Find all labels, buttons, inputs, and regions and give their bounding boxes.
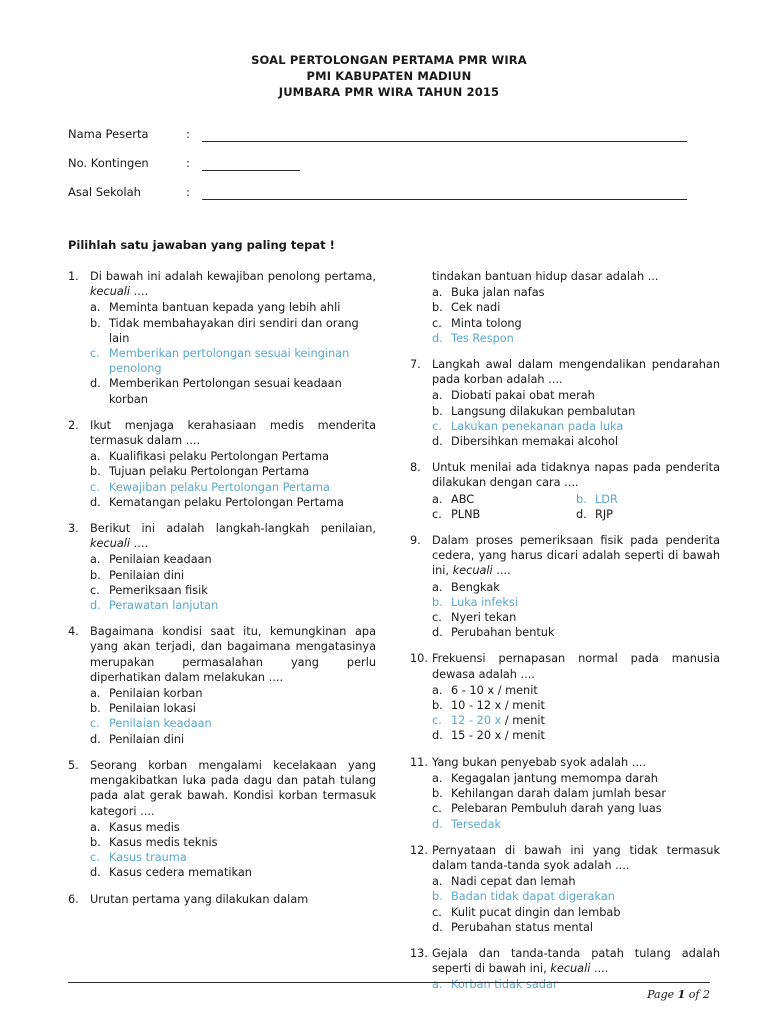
answer-option[interactable]	[432, 905, 720, 920]
question-stem-text: Yang bukan penyebab syok adalah ....	[432, 755, 647, 769]
answer-option-letter: a.	[90, 450, 101, 464]
answer-option-letter: d.	[432, 626, 443, 640]
answer-option-letter: d.	[90, 866, 101, 880]
answer-option[interactable]	[90, 583, 376, 598]
answer-option[interactable]	[576, 492, 720, 507]
question-stem-emphasis: kecuali	[90, 537, 131, 551]
question-item	[68, 269, 376, 407]
answer-option-letter: b.	[432, 787, 443, 801]
answer-option-letter: d.	[90, 732, 101, 746]
answer-option-text: Langsung dilakukan pembalutan	[451, 404, 636, 418]
answer-option[interactable]	[90, 552, 376, 567]
question-body	[90, 418, 376, 510]
question-stem-text: Berikut ini adalah langkah-langkah penilaian,	[90, 522, 376, 536]
answer-option-letter: a.	[432, 389, 443, 403]
answer-option-text: 6 - 10 x / menit	[451, 683, 538, 697]
question-number: 9.	[410, 534, 421, 548]
answer-option[interactable]	[432, 713, 720, 728]
question-item	[410, 651, 720, 743]
answer-option[interactable]	[90, 865, 376, 880]
question-body	[432, 755, 720, 832]
question-stem-text: Frekuensi pernapasan normal pada manusia dewasa adalah ....	[432, 652, 720, 681]
answer-option[interactable]	[90, 495, 376, 510]
answer-option[interactable]	[90, 732, 376, 747]
answer-option[interactable]	[432, 300, 720, 315]
form-row	[68, 184, 710, 200]
answer-option-text: Lakukan penekanan pada luka	[451, 419, 624, 433]
question-item	[68, 521, 376, 613]
answer-option-text: Dibersihkan memakai alcohol	[451, 435, 619, 449]
question-stem-tail: ....	[130, 537, 149, 551]
answer-options	[90, 820, 376, 881]
answer-options	[432, 771, 720, 832]
question-stem-text: Gejala dan tanda-tanda patah tulang adalah seperti di bawah ini,	[432, 946, 720, 976]
question-number: 5.	[68, 758, 79, 772]
answer-option-letter: c.	[90, 717, 100, 731]
answer-option[interactable]	[432, 580, 720, 595]
question-body	[90, 624, 376, 747]
answer-option[interactable]	[576, 507, 720, 522]
question-item	[68, 418, 376, 510]
answer-option[interactable]	[432, 595, 720, 610]
question-body	[90, 521, 376, 613]
answer-option-text: Penilaian korban	[109, 687, 203, 701]
answer-option-letter: b.	[432, 699, 443, 713]
question-item	[410, 843, 720, 935]
question-stem	[90, 758, 376, 819]
question-body	[432, 843, 720, 935]
answer-options	[432, 874, 720, 935]
answer-option[interactable]	[432, 817, 720, 832]
question-stem-text: Di bawah ini adalah kewajiban penolong pertama,	[90, 270, 376, 283]
question-stem	[432, 651, 720, 681]
answer-option-text: Cek nadi	[451, 301, 501, 315]
answer-option[interactable]	[432, 388, 720, 403]
answer-option[interactable]	[432, 419, 720, 434]
question-number: 12.	[410, 843, 428, 857]
answer-option[interactable]	[432, 434, 720, 449]
answer-option-text: Kasus medis	[109, 820, 180, 834]
answer-options	[432, 285, 720, 346]
answer-option[interactable]	[90, 835, 376, 850]
right-column	[410, 269, 720, 1004]
answer-option-text: Memberikan Pertolongan sesuai keadaan korban	[109, 377, 342, 406]
question-stem	[90, 624, 376, 685]
answer-options	[90, 449, 376, 510]
page-footer	[68, 982, 710, 1002]
answer-options	[432, 492, 720, 522]
answer-option-letter: b.	[432, 301, 443, 315]
question-stem-text: Seorang korban mengalami kecelakaan yang mengakibatkan luka pada dagu dan patah tulang pada alat gerak bawah. Kondisi korban termasuk kategori ....	[90, 758, 376, 818]
answer-option-text	[451, 713, 720, 728]
answer-option-text: Penilaian keadaan	[109, 717, 212, 731]
answer-option-letter: d.	[432, 435, 443, 449]
answer-option[interactable]	[90, 480, 376, 495]
answer-option-letter: a.	[432, 683, 443, 697]
form-field-label: No. Kontingen	[68, 156, 149, 170]
answer-option[interactable]	[432, 625, 720, 640]
question-stem-text: Urutan pertama yang dilakukan dalam	[90, 892, 309, 906]
answer-option-letter: c.	[432, 611, 442, 625]
answer-option-text: ABC	[451, 492, 475, 506]
question-body	[432, 651, 720, 743]
question-number: 1.	[68, 270, 79, 283]
answer-option-letter: d.	[576, 507, 587, 521]
answer-option-text: Perawatan lanjutan	[109, 599, 219, 613]
answer-option-text: Diobati pakai obat merah	[451, 389, 595, 403]
answer-option-letter: a.	[90, 687, 101, 701]
answer-option-text: Tes Respon	[451, 331, 514, 345]
question-item	[410, 533, 720, 640]
answer-option-text: Penilaian dini	[109, 568, 185, 582]
answer-option[interactable]	[90, 346, 376, 376]
answer-option-text: Nyeri tekan	[451, 611, 517, 625]
question-continuation	[410, 269, 720, 346]
footer-suffix: of 2	[685, 988, 710, 1001]
answer-option-letter: c.	[432, 905, 442, 919]
answer-option[interactable]	[90, 686, 376, 701]
question-stem-tail: ....	[492, 564, 511, 578]
answer-plain-span: / menit	[501, 714, 545, 728]
question-stem-emphasis: kecuali	[550, 962, 591, 976]
answer-option-text: PLNB	[451, 507, 481, 521]
question-item	[68, 892, 376, 907]
answer-option-text: Pemeriksaan fisik	[109, 583, 208, 597]
question-stem-tail: ....	[590, 962, 609, 976]
answer-option-letter: b.	[90, 702, 101, 716]
answer-option-text: RJP	[595, 507, 613, 521]
question-stem	[90, 521, 376, 551]
answer-option-letter: b.	[90, 568, 101, 582]
answer-option-text: Badan tidak dapat digerakan	[451, 890, 615, 904]
question-stem	[90, 269, 376, 299]
form-field-colon: :	[186, 156, 190, 170]
answer-option-letter: a.	[432, 978, 443, 992]
question-stem	[432, 357, 720, 387]
answer-option-text: Penilaian keadaan	[109, 553, 212, 567]
answer-options	[432, 388, 720, 449]
question-stem	[432, 843, 720, 873]
question-stem	[432, 460, 720, 490]
question-body	[90, 758, 376, 881]
answer-option-text: Buka jalan nafas	[451, 286, 545, 300]
form-field-blank[interactable]	[202, 187, 687, 200]
answer-option-letter: b.	[432, 595, 443, 609]
answer-option[interactable]	[90, 850, 376, 865]
question-stem-tail: ....	[130, 285, 149, 299]
answer-option[interactable]	[432, 404, 720, 419]
answer-option-text: Penilaian lokasi	[109, 702, 196, 716]
question-continuation-indent	[410, 269, 432, 346]
answer-option-letter: d.	[432, 331, 443, 345]
answer-option[interactable]	[90, 716, 376, 731]
form-field-colon: :	[186, 185, 190, 199]
answer-option-text: LDR	[595, 492, 618, 506]
form-row	[68, 126, 710, 142]
answer-option-letter: c.	[432, 316, 442, 330]
question-body	[432, 357, 720, 449]
answer-option[interactable]	[90, 820, 376, 835]
question-body	[432, 533, 720, 640]
answer-option-letter: d.	[90, 377, 101, 391]
answer-option-letter: a.	[90, 553, 101, 567]
question-stem	[90, 418, 376, 448]
answer-option-letter: a.	[90, 301, 101, 315]
answer-option-text: Tujuan pelaku Pertolongan Pertama	[109, 465, 310, 479]
answer-option-text: 10 - 12 x / menit	[451, 699, 545, 713]
answer-options	[90, 300, 376, 406]
answer-option-letter: a.	[432, 580, 443, 594]
answer-option[interactable]	[90, 701, 376, 716]
question-stem-emphasis: kecuali	[452, 564, 493, 578]
answer-option-text: Kewajiban pelaku Pertolongan Pertama	[109, 480, 330, 494]
question-body	[90, 892, 376, 907]
answer-option-text: Kasus trauma	[109, 851, 187, 865]
answer-option[interactable]	[90, 598, 376, 613]
answer-option-text: Meminta bantuan kepada yang lebih ahli	[109, 301, 341, 315]
answer-option[interactable]	[432, 786, 720, 801]
footer-page-value: 1	[677, 988, 686, 1001]
answer-option[interactable]	[432, 683, 720, 698]
form-field-label: Nama Peserta	[68, 127, 149, 141]
question-number: 13.	[410, 946, 428, 960]
answer-option-text: Penilaian dini	[109, 732, 185, 746]
question-number: 2.	[68, 418, 79, 432]
answer-option[interactable]	[432, 801, 720, 816]
answer-option-letter: d.	[90, 599, 101, 613]
answer-option-text: Pelebaran Pembuluh darah yang luas	[451, 802, 662, 816]
question-item	[410, 755, 720, 832]
answer-option-letter: c.	[432, 714, 442, 728]
question-item	[410, 357, 720, 449]
answer-option[interactable]	[432, 492, 576, 507]
question-number: 10.	[410, 652, 428, 666]
answer-option[interactable]	[432, 889, 720, 904]
question-number: 7.	[410, 358, 421, 372]
answer-option-text: Kualifikasi pelaku Pertolongan Pertama	[109, 450, 330, 464]
answer-option-letter: a.	[432, 875, 443, 889]
question-body	[432, 460, 720, 522]
answer-option-letter: c.	[90, 347, 100, 361]
answer-option-text: Bengkak	[451, 580, 500, 594]
answer-option-letter: c.	[90, 480, 100, 494]
answer-option-letter: a.	[432, 771, 443, 785]
question-stem	[90, 892, 376, 907]
answer-option[interactable]	[90, 449, 376, 464]
answer-option-letter: b.	[576, 492, 587, 506]
question-number: 4.	[68, 625, 79, 639]
answer-option[interactable]	[432, 316, 720, 331]
question-stem-text: Untuk menilai ada tidaknya napas pada penderita dilakukan dengan cara ....	[432, 461, 720, 490]
answer-options	[432, 580, 720, 641]
answer-option-text: Nadi cepat dan lemah	[451, 875, 576, 889]
question-number: 6.	[68, 892, 79, 906]
answer-option-text: Kehilangan darah dalam jumlah besar	[451, 787, 667, 801]
question-stem-emphasis: kecuali	[90, 285, 131, 299]
question-number: 8.	[410, 461, 421, 475]
answer-option-text: Korban tidak sadar	[451, 978, 558, 992]
question-stem	[432, 533, 720, 579]
answer-option-letter: d.	[432, 920, 443, 934]
answer-option-letter: b.	[432, 890, 443, 904]
answer-option-letter: d.	[432, 729, 443, 743]
question-item	[68, 624, 376, 747]
answer-option[interactable]	[432, 285, 720, 300]
header-line-1: SOAL PERTOLONGAN PERTAMA PMR WIRA	[251, 53, 527, 67]
answer-option-text: Memberikan pertolongan sesuai keinginan penolong	[109, 347, 350, 376]
answer-option[interactable]	[432, 610, 720, 625]
footer-prefix: Page	[647, 988, 678, 1001]
answer-option[interactable]	[90, 376, 376, 406]
header-line-3: JUMBARA PMR WIRA TAHUN 2015	[278, 85, 500, 99]
question-stem	[432, 755, 720, 770]
answer-option-text: 15 - 20 x / menit	[451, 729, 545, 743]
answer-option-letter: b.	[90, 465, 101, 479]
answer-option[interactable]	[432, 698, 720, 713]
answer-option-text: Kasus cedera mematikan	[109, 866, 252, 880]
answer-option[interactable]	[432, 728, 720, 743]
question-stem-text: Dalam proses pemeriksaan fisik pada penderita cedera, yang harus dicari adalah seperti di bawah ini,	[432, 534, 720, 578]
answer-option-letter: c.	[90, 851, 100, 865]
answer-option-letter: a.	[432, 286, 443, 300]
answer-option[interactable]	[432, 874, 720, 889]
answer-option[interactable]	[432, 507, 576, 522]
answer-option-letter: c.	[432, 802, 442, 816]
answer-option[interactable]	[432, 920, 720, 935]
answer-option-letter: b.	[90, 835, 101, 849]
answer-options	[90, 686, 376, 747]
answer-option-letter: d.	[432, 817, 443, 831]
answer-option-text: Perubahan bentuk	[451, 626, 555, 640]
answer-option-letter: a.	[90, 820, 101, 834]
answer-options	[432, 683, 720, 744]
answer-option-text: Kematangan pelaku Pertolongan Pertama	[109, 495, 344, 509]
answer-option-text: Luka infeksi	[451, 595, 518, 609]
question-stem-text: Bagaimana kondisi saat itu, kemungkinan apa yang akan terjadi, dan bagaimana mengatasinya merupakan permasalahan yang perlu diperhatikan dalam melakukan ....	[90, 625, 376, 684]
question-item	[410, 460, 720, 522]
form-field-blank[interactable]	[202, 158, 300, 171]
question-continuation-body	[432, 269, 720, 346]
form-field-colon: :	[186, 127, 190, 141]
answer-option-text: Perubahan status mental	[451, 920, 593, 934]
answer-option-letter: d.	[90, 495, 101, 509]
answer-option-letter: c.	[432, 419, 442, 433]
answer-option[interactable]	[90, 464, 376, 479]
header-line-2: PMI KABUPATEN MADIUN	[306, 69, 472, 83]
answer-highlight-span: 12 - 20 x	[451, 714, 502, 728]
question-body	[90, 269, 376, 407]
answer-option[interactable]	[90, 568, 376, 583]
answer-option-text: Tidak membahayakan diri sendiri dan orang lain	[109, 316, 359, 345]
question-item	[68, 758, 376, 881]
question-number: 11.	[410, 755, 428, 769]
form-row	[68, 155, 710, 171]
form-field-blank[interactable]	[202, 129, 687, 142]
left-column	[68, 269, 376, 918]
participant-form	[68, 126, 710, 200]
answer-option-letter: a.	[432, 492, 443, 506]
answer-option[interactable]	[90, 316, 376, 346]
answer-option-letter: b.	[432, 404, 443, 418]
answer-options	[90, 552, 376, 613]
question-number: 3.	[68, 522, 79, 536]
answer-option[interactable]	[432, 771, 720, 786]
instruction-text: Pilihlah satu jawaban yang paling tepat !	[68, 238, 335, 252]
answer-option-letter: b.	[90, 316, 101, 330]
answer-option[interactable]	[432, 331, 720, 346]
document-header	[68, 52, 710, 100]
question-stem-text: Ikut menjaga kerahasiaan medis menderita termasuk dalam ....	[90, 418, 376, 448]
answer-option-text: Kasus medis teknis	[109, 835, 218, 849]
question-continuation-stem: tindakan bantuan hidup dasar adalah ...	[432, 270, 659, 283]
question-stem-text: Pernyataan di bawah ini yang tidak termasuk dalam tanda-tanda syok adalah ....	[432, 843, 720, 872]
answer-option-text: Kulit pucat dingin dan lembab	[451, 905, 621, 919]
answer-option-letter: c.	[432, 507, 442, 521]
question-stem	[432, 946, 720, 976]
answer-option-letter: c.	[90, 583, 100, 597]
answer-option-text: Kegagalan jantung memompa darah	[451, 771, 658, 785]
answer-option-text: Minta tolong	[451, 316, 522, 330]
form-field-label: Asal Sekolah	[68, 185, 141, 199]
page-number	[68, 983, 710, 1002]
question-stem-text: Langkah awal dalam mengendalikan pendarahan pada korban adalah ....	[432, 358, 720, 387]
answer-option-text: Tersedak	[451, 817, 502, 831]
question-columns	[68, 269, 720, 1004]
answer-option[interactable]	[90, 300, 376, 315]
